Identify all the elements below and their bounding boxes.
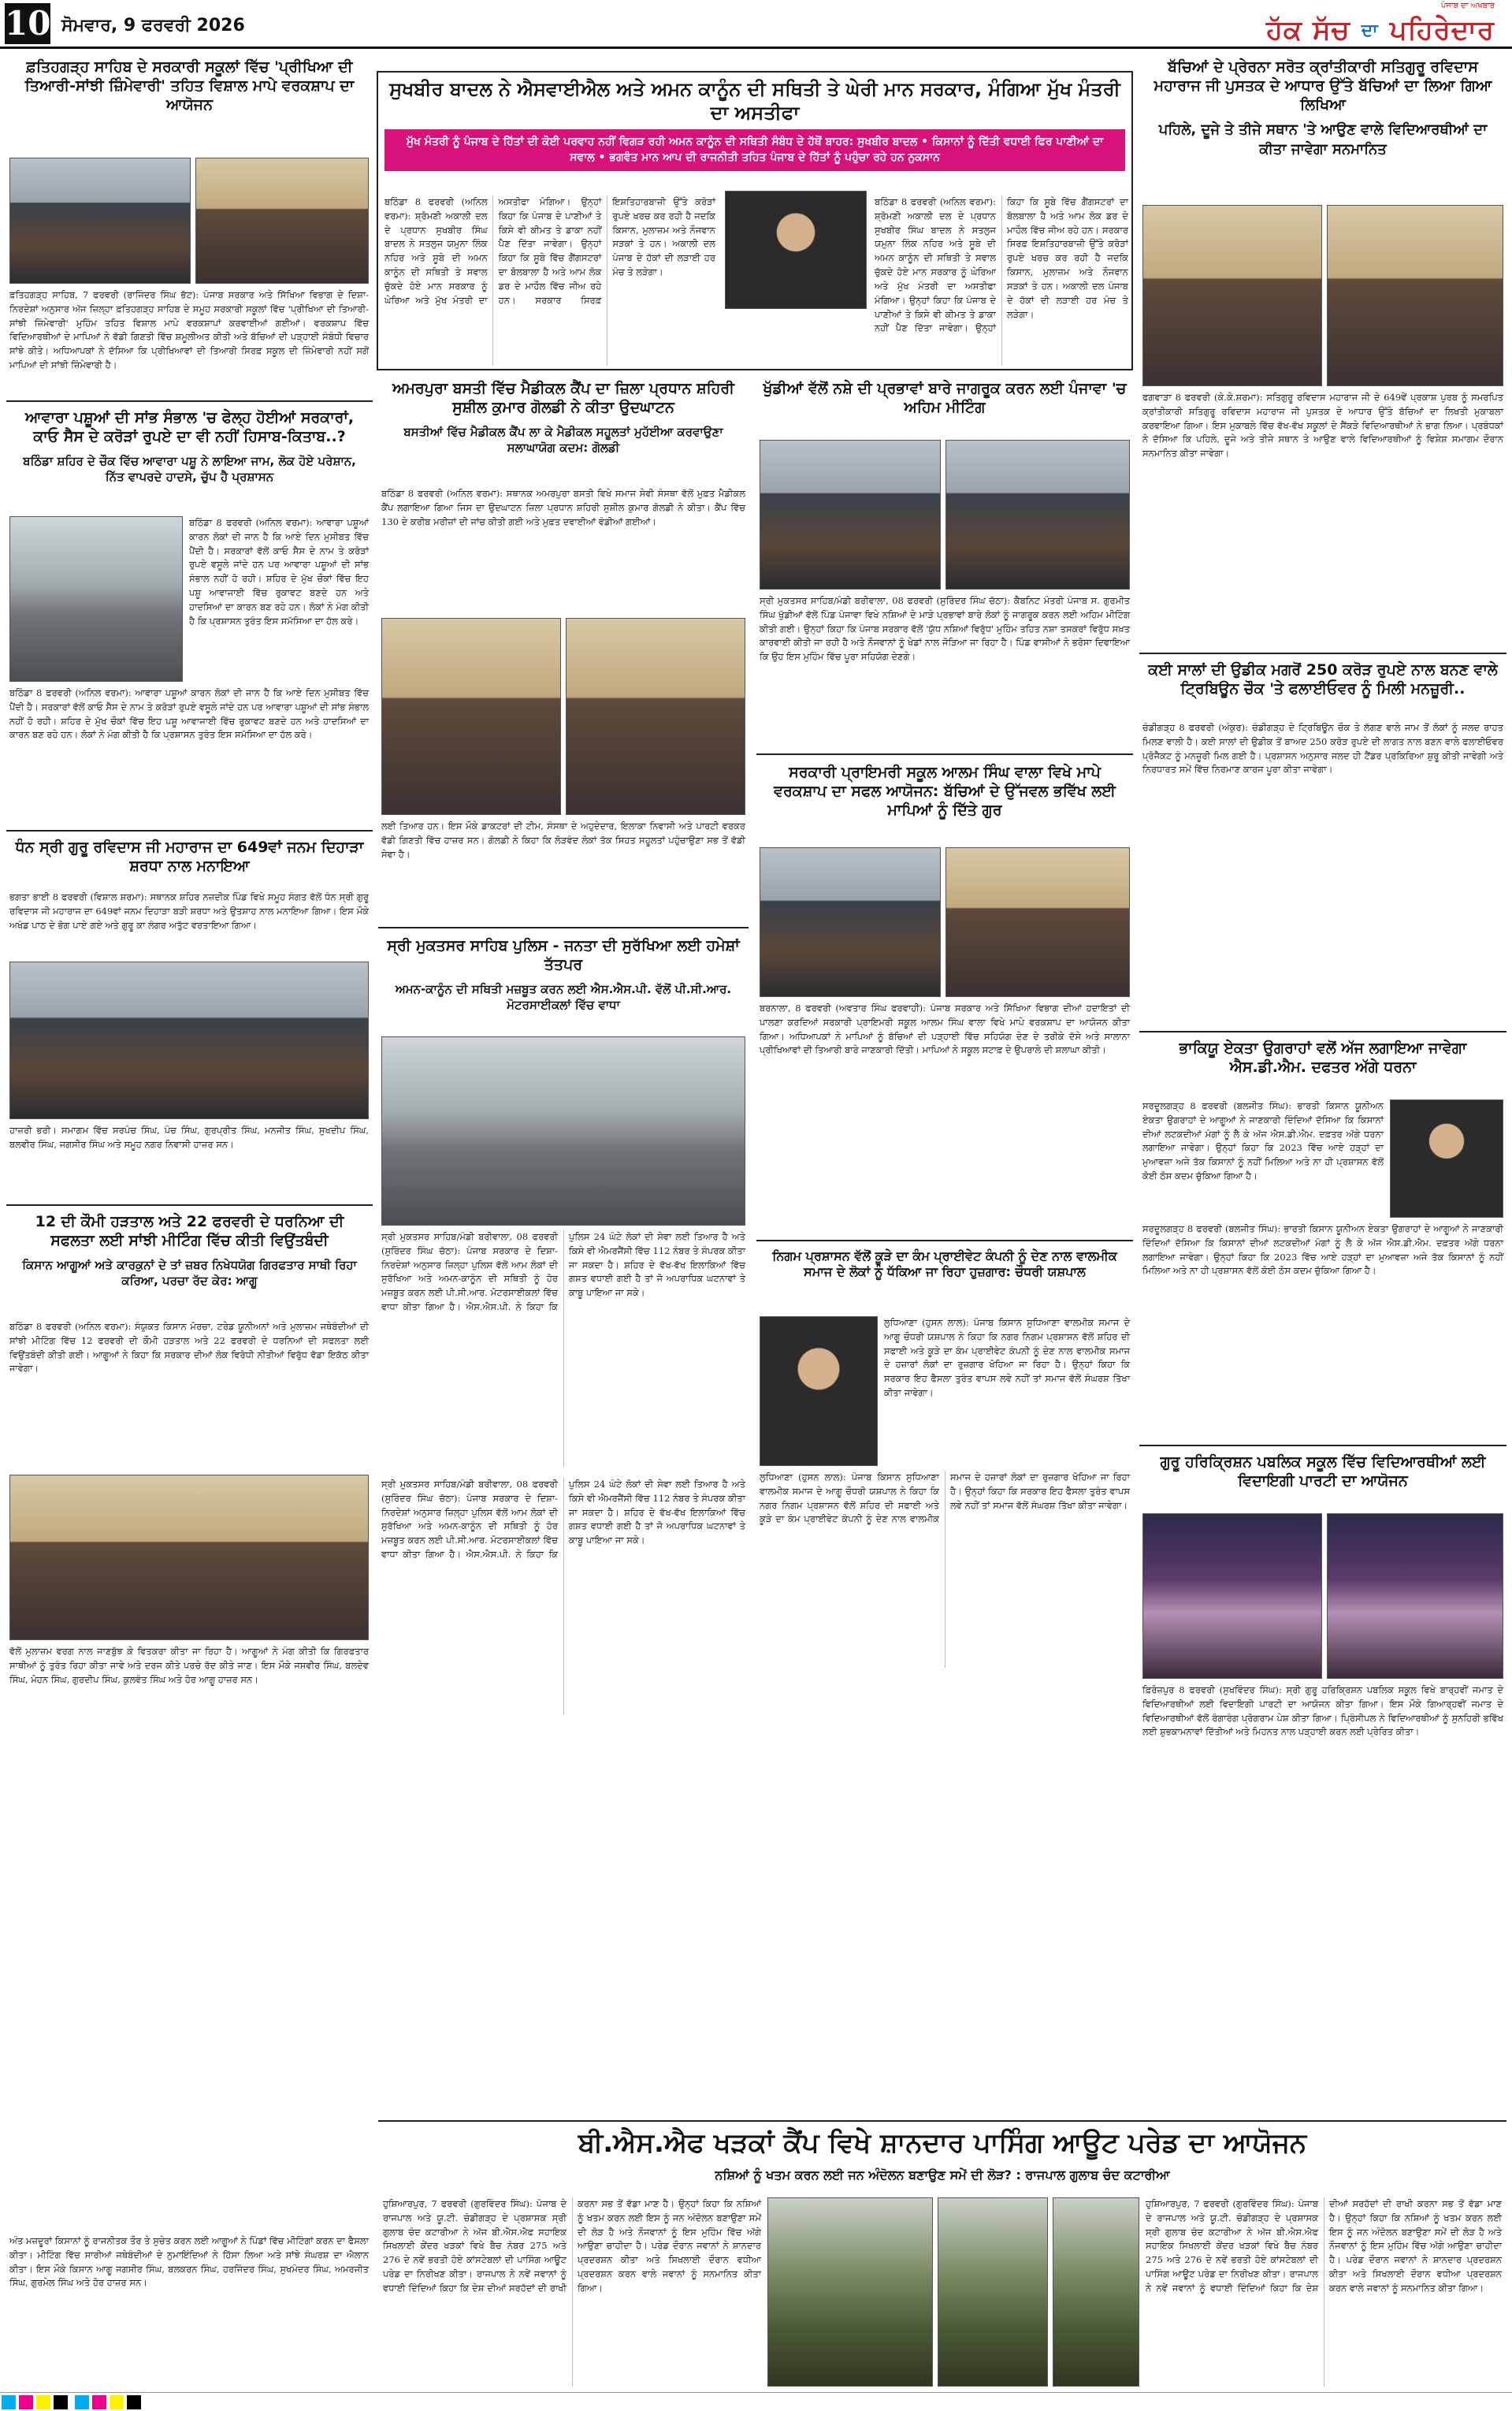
story-body: ਬਠਿੰਡਾ 8 ਫਰਵਰੀ (ਅਨਿਲ ਵਰਮਾ): ਸ਼੍ਰੋਮਣੀ ਅਕਾਲੀ ਦਲ ਦੇ ਪ੍ਰਧਾਨ ਸੁਖਬੀਰ ਸਿੰਘ ਬਾਦਲ ਨੇ ਸਤਲੁਜ ਯਮੁਨਾ ਲਿੰਕ ਨਹਿਰ ਅਤੇ ਸੂਬੇ ਦੀ ਅਮਨ ਕਾਨੂੰਨ ਦੀ ਸਥਿਤੀ ਤੇ ਸਵਾਲ ਚੁੱਕਦੇ ਹੋਏ ਮਾਨ ਸਰਕਾਰ ਨੂੰ ਘੇਰਿਆ ਅਤੇ ਮੁੱਖ ਮੰਤਰੀ ਦਾ ਅਸਤੀਫਾ ਮੰਗਿਆ। ਉਨ੍ਹਾਂ ਕਿਹਾ ਕਿ ਪੰਜਾਬ ਦੇ ਪਾਣੀਆਂ ਤੇ ਕਿਸੇ ਵੀ ਕੀਮਤ ਤੇ ਡਾਕਾ ਨਹੀਂ ਪੈਣ ਦਿੱਤਾ ਜਾਵੇਗਾ। ਉਨ੍ਹਾਂ ਕਿਹਾ ਕਿ ਸੂਬੇ ਵਿੱਚ ਗੈਂਗਸਟਰਾਂ ਦਾ ਬੋਲਬਾਲਾ ਹੈ ਅਤੇ ਆਮ ਲੋਕ ਡਰ ਦੇ ਮਾਹੌਲ ਵਿੱਚ ਜੀਅ ਰਹੇ ਹਨ। ਸਰਕਾਰ ਸਿਰਫ਼ ਇਸ਼ਤਿਹਾਰਬਾਜ਼ੀ ਉੱਤੇ ਕਰੋੜਾਂ ਰੁਪਏ ਖਰਚ ਕਰ ਰਹੀ ਹੈ ਜਦਕਿ ਕਿਸਾਨ, ਮੁਲਾਜ਼ਮ ਅਤੇ ਨੌਜਵਾਨ ਸੜਕਾਂ ਤੇ ਹਨ। ਅਕਾਲੀ ਦਲ ਪੰਜਾਬ ਦੇ ਹੱਕਾਂ ਦੀ ਲੜਾਈ ਹਰ ਮੰਚ ਤੇ ਲੜੇਗਾ। [385, 196, 715, 306]
headline: ਬੱਚਿਆਂ ਦੇ ਪ੍ਰੇਰਨਾ ਸਰੋਤ ਕ੍ਰਾਂਤੀਕਾਰੀ ਸਤਿਗੁਰੂ ਰਵਿਦਾਸ ਮਹਾਰਾਜ ਜੀ ਪੁਸਤਕ ਦੇ ਆਧਾਰ ਉੱਤੇ ਬੱਚਿਆਂ ਦਾ ਲਿਆ ਗਿਆ ਲਿਖਿਆ [1154, 58, 1492, 113]
story-body-continued: ਲਈ ਤਿਆਰ ਹਨ। ਇਸ ਮੌਕੇ ਡਾਕਟਰਾਂ ਦੀ ਟੀਮ, ਸੰਸਥਾ ਦੇ ਅਹੁਦੇਦਾਰ, ਇਲਾਕਾ ਨਿਵਾਸੀ ਅਤੇ ਪਾਰਟੀ ਵਰਕਰ ਵੱਡੀ ਗਿਣਤੀ ਵਿੱਚ ਹਾਜ਼ਰ ਸਨ। ਗੋਲਡੀ ਨੇ ਕਿਹਾ ਕਿ ਲੋੜਵੰਦ ਲੋਕਾਂ ਤੱਕ ਸਿਹਤ ਸਹੂਲਤਾਂ ਪਹੁੰਚਾਉਣਾ ਸਭ ਤੋਂ ਵੱਡੀ ਸੇਵਾ ਹੈ। [381, 820, 745, 860]
headline: ਖੁੱਡੀਆਂ ਵੱਲੋਂ ਨਸ਼ੇ ਦੀ ਪ੍ਰਭਾਵਾਂ ਬਾਰੇ ਜਾਗਰੂਕ ਕਰਨ ਲਈ ਪੰਜਾਵਾ 'ਚ ਅਹਿਮ ਮੀਟਿੰਗ [763, 380, 1127, 416]
subheadline: ਨਸ਼ਿਆਂ ਨੂੰ ਖਤਮ ਕਰਨ ਲਈ ਜਨ ਅੰਦੋਲਨ ਬਣਾਉਣ ਸਮੇਂ ਦੀ ਲੋੜ? : ਰਾਜਪਾਲ ਗੁਲਾਬ ਚੰਦ ਕਟਾਰੀਆ [715, 2167, 1170, 2182]
story-body-continued: ਲੁਧਿਆਣਾ (ਹੁਸਨ ਲਾਲ): ਪੰਜਾਬ ਕਿਸਾਨ ਸੁਧਿਆਣਾ ਵਾਲਮੀਕ ਸਮਾਜ ਦੇ ਆਗੂ ਚੌਧਰੀ ਯਸ਼ਪਾਲ ਨੇ ਕਿਹਾ ਕਿ ਨਗਰ ਨਿਗਮ ਪ੍ਰਸ਼ਾਸਨ ਵੱਲੋਂ ਸ਼ਹਿਰ ਦੀ ਸਫਾਈ ਅਤੇ ਕੂੜੇ ਦਾ ਕੰਮ ਪ੍ਰਾਈਵੇਟ ਕੰਪਨੀ ਨੂੰ ਦੇਣ ਨਾਲ ਵਾਲਮੀਕ ਸਮਾਜ ਦੇ ਹਜ਼ਾਰਾਂ ਲੋਕਾਂ ਦਾ ਰੁਜ਼ਗਾਰ ਖੋਹਿਆ ਜਾ ਰਿਹਾ ਹੈ। ਉਨ੍ਹਾਂ ਕਿਹਾ ਕਿ ਸਰਕਾਰ ਇਹ ਫੈਸਲਾ ਤੁਰੰਤ ਵਾਪਸ ਲਵੇ ਨਹੀਂ ਤਾਂ ਸਮਾਜ ਵੱਲੋਂ ਸੰਘਰਸ਼ ਤਿੱਖਾ ਕੀਤਾ ਜਾਵੇਗਾ। [760, 1472, 1130, 1525]
photo-ravidas-gathering [9, 962, 369, 1119]
photo-bsf-march [1053, 2197, 1139, 2387]
headline: ਆਵਾਰਾ ਪਸ਼ੂਆਂ ਦੀ ਸਾਂਭ ਸੰਭਾਲ 'ਚ ਫੇਲ੍ਹ ਹੋਈਆਂ ਸਰਕਾਰਾਂ, ਕਾਓ ਸੈਸ ਦੇ ਕਰੋੜਾਂ ਰੁਪਏ ਦਾ ਵੀ ਨਹੀਂ ਹਿਸਾਬ-ਕਿਤਾਬ..? [24, 409, 355, 445]
headline: ਭਾਕਿਯੂ ਏਕਤਾ ਉਗਰਾਹਾਂ ਵਲੋਂ ਅੱਜ ਲਗਾਇਆ ਜਾਵੇਗਾ ਐਸ.ਡੀ.ਐਮ. ਦਫਤਰ ਅੱਗੇ ਧਰਨਾ [1179, 1040, 1467, 1076]
photo-medical-camp-1 [381, 618, 561, 815]
photo-school-workshop-2 [945, 847, 1130, 997]
story-body: ਭਗਤਾ ਭਾਈ 8 ਫਰਵਰੀ (ਵਿਸ਼ਾਲ ਸ਼ਰਮਾ): ਸਥਾਨਕ ਸ਼ਹਿਰ ਨਜ਼ਦੀਕ ਪਿੰਡ ਵਿਖੇ ਸਮੂਹ ਸੰਗਤ ਵੱਲੋਂ ਧੰਨ ਸ੍ਰੀ ਗੁਰੂ ਰਵਿਦਾਸ ਜੀ ਮਹਾਰਾਜ ਦਾ 649ਵਾਂ ਜਨਮ ਦਿਹਾੜਾ ਬੜੀ ਸ਼ਰਧਾ ਅਤੇ ਉਤਸ਼ਾਹ ਨਾਲ ਮਨਾਇਆ ਗਿਆ। ਇਸ ਮੌਕੇ ਅਖੰਡ ਪਾਠ ਦੇ ਭੋਗ ਪਾਏ ਗਏ ਅਤੇ ਗੁਰੂ ਕਾ ਲੰਗਰ ਅਤੁੱਟ ਵਰਤਾਇਆ ਗਿਆ। [9, 891, 369, 931]
story-body-continued: ਬਠਿੰਡਾ 8 ਫਰਵਰੀ (ਅਨਿਲ ਵਰਮਾ): ਆਵਾਰਾ ਪਸ਼ੂਆਂ ਕਾਰਨ ਲੋਕਾਂ ਦੀ ਜਾਨ ਹੈ ਕਿ ਆਏ ਦਿਨ ਮੁਸੀਬਤ ਵਿੱਚ ਪੈਂਦੀ ਹੈ। ਸਰਕਾਰਾਂ ਵੱਲੋਂ ਕਾਓ ਸੈਸ ਦੇ ਨਾਮ ਤੇ ਕਰੋੜਾਂ ਰੁਪਏ ਵਸੂਲੇ ਜਾਂਦੇ ਹਨ ਪਰ ਆਵਾਰਾ ਪਸ਼ੂਆਂ ਦੀ ਸਾਂਭ ਸੰਭਾਲ ਨਹੀਂ ਹੋ ਰਹੀ। ਸ਼ਹਿਰ ਦੇ ਮੁੱਖ ਚੌਕਾਂ ਵਿੱਚ ਇਹ ਪਸ਼ੂ ਆਵਾਜਾਈ ਵਿੱਚ ਰੁਕਾਵਟ ਬਣਦੇ ਹਨ ਅਤੇ ਹਾਦਸਿਆਂ ਦਾ ਕਾਰਨ ਬਣ ਰਹੇ ਹਨ। ਲੋਕਾਂ ਨੇ ਮੰਗ ਕੀਤੀ ਹੈ ਕਿ ਪ੍ਰਸ਼ਾਸਨ ਤੁਰੰਤ ਇਸ ਸਮੱਸਿਆ ਦਾ ਹੱਲ ਕਰੇ। [9, 687, 369, 741]
highlight-band: ਮੁੱਖ ਮੰਤਰੀ ਨੂੰ ਪੰਜਾਬ ਦੇ ਹਿੱਤਾਂ ਦੀ ਕੋਈ ਪਰਵਾਹ ਨਹੀਂ ਵਿਗੜ ਰਹੀ ਅਮਨ ਕਾਨੂੰਨ ਦੀ ਸਥਿਤੀ ਸੰਬੰਧ ਦੇ ਹੱਥੋਂ ਬਾਹਰ: ਸੁਖਬੀਰ ਬਾਦਲ • ਕਿਸਾਨਾਂ ਨੂੰ ਦਿੱਤੀ ਵਧਾਈ ਫਿਰ ਪਾਣੀਆਂ ਦਾ ਸਵਾਲ • ਭਗਵੰਤ ਮਾਨ ਆਪ ਦੀ ਰਾਜਨੀਤੀ ਤਹਿਤ ਪੰਜਾਬ ਦੇ ਹਿੱਤਾਂ ਨੂੰ ਪਹੁੰਚਾ ਰਹੇ ਹਨ ਨੁਕਸਾਨ [385, 129, 1125, 171]
story-body: ਫਗਵਾੜਾ 8 ਫਰਵਰੀ (ਕੇ.ਕੇ.ਸ਼ਰਮਾ): ਸਤਿਗੁਰੂ ਰਵਿਦਾਸ ਮਹਾਰਾਜ ਜੀ ਦੇ 649ਵੇਂ ਪ੍ਰਕਾਸ਼ ਪੁਰਬ ਨੂੰ ਸਮਰਪਿਤ ਕ੍ਰਾਂਤੀਕਾਰੀ ਸਤਿਗੁਰੂ ਰਵਿਦਾਸ ਮਹਾਰਾਜ ਜੀ ਪੁਸਤਕ ਦੇ ਆਧਾਰ ਉੱਤੇ ਬੱਚਿਆਂ ਦਾ ਲਿਖਤੀ ਮੁਕਾਬਲਾ ਕਰਵਾਇਆ ਗਿਆ। ਇਸ ਮੁਕਾਬਲੇ ਵਿੱਚ ਵੱਖ-ਵੱਖ ਸਕੂਲਾਂ ਦੇ ਸੈਂਕੜੇ ਵਿਦਿਆਰਥੀਆਂ ਨੇ ਭਾਗ ਲਿਆ। ਪ੍ਰਬੰਧਕਾਂ ਨੇ ਦੱਸਿਆ ਕਿ ਪਹਿਲੇ, ਦੂਜੇ ਅਤੇ ਤੀਜੇ ਸਥਾਨ ਤੇ ਆਉਣ ਵਾਲੇ ਵਿਦਿਆਰਥੀਆਂ ਨੂੰ ਵਿਸ਼ੇਸ਼ ਸਮਾਗਮ ਦੌਰਾਨ ਸਨਮਾਨਿਤ ਕੀਤਾ ਜਾਵੇਗਾ। [1142, 392, 1503, 460]
story-body: ਫ਼ਿਰੋਜ਼ਪੁਰ 8 ਫਰਵਰੀ (ਸੁਖਵਿੰਦਰ ਸਿੰਘ): ਸ੍ਰੀ ਗੁਰੂ ਹਰਿਕ੍ਰਿਸ਼ਨ ਪਬਲਿਕ ਸਕੂਲ ਵਿਖੇ ਬਾਰ੍ਹਵੀਂ ਜਮਾਤ ਦੇ ਵਿਦਿਆਰਥੀਆਂ ਲਈ ਵਿਦਾਇਗੀ ਪਾਰਟੀ ਦਾ ਆਯੋਜਨ ਕੀਤਾ ਗਿਆ। ਇਸ ਮੌਕੇ ਗਿਆਰ੍ਹਵੀਂ ਜਮਾਤ ਦੇ ਵਿਦਿਆਰਥੀਆਂ ਵੱਲੋਂ ਰੰਗਾਰੰਗ ਪ੍ਰੋਗਰਾਮ ਪੇਸ਼ ਕੀਤਾ ਗਿਆ। ਪ੍ਰਿੰਸੀਪਲ ਨੇ ਵਿਦਿਆਰਥੀਆਂ ਨੂੰ ਸੁਨਹਿਰੀ ਭਵਿੱਖ ਲਈ ਸ਼ੁਭਕਾਮਨਾਵਾਂ ਦਿੱਤੀਆਂ ਅਤੇ ਮਿਹਨਤ ਨਾਲ ਪੜ੍ਹਾਈ ਕਰਨ ਲਈ ਪ੍ਰੇਰਿਤ ਕੀਤਾ। [1142, 1684, 1503, 1738]
story-children-education [1139, 55, 1506, 654]
story-body: ਹੁਸ਼ਿਆਰਪੁਰ, 7 ਫਰਵਰੀ (ਗੁਰਵਿੰਦਰ ਸਿੰਘ): ਪੰਜਾਬ ਦੇ ਰਾਜਪਾਲ ਅਤੇ ਯੂ.ਟੀ. ਚੰਡੀਗੜ੍ਹ ਦੇ ਪ੍ਰਸ਼ਾਸਕ ਸ੍ਰੀ ਗੁਲਾਬ ਚੰਦ ਕਟਾਰੀਆ ਨੇ ਅੱਜ ਬੀ.ਐਸ.ਐਫ ਸਹਾਇਕ ਸਿਖਲਾਈ ਕੇਂਦਰ ਖੜਕਾਂ ਵਿਖੇ ਬੈਚ ਨੰਬਰ 275 ਅਤੇ 276 ਦੇ ਨਵੇਂ ਭਰਤੀ ਹੋਏ ਕਾਂਸਟੇਬਲਾਂ ਦੀ ਪਾਸਿੰਗ ਆਊਟ ਪਰੇਡ ਦਾ ਨਿਰੀਖਣ ਕੀਤਾ। ਰਾਜਪਾਲ ਨੇ ਨਵੇਂ ਜਵਾਨਾਂ ਨੂੰ ਵਧਾਈ ਦਿੰਦਿਆਂ ਕਿਹਾ ਕਿ ਦੇਸ਼ ਦੀਆਂ ਸਰਹੱਦਾਂ ਦੀ ਰਾਖੀ ਕਰਨਾ ਸਭ ਤੋਂ ਵੱਡਾ ਮਾਣ ਹੈ। ਉਨ੍ਹਾਂ ਕਿਹਾ ਕਿ ਨਸ਼ਿਆਂ ਨੂੰ ਖਤਮ ਕਰਨ ਲਈ ਇਸ ਨੂੰ ਜਨ ਅੰਦੋਲਨ ਬਣਾਉਣਾ ਸਮੇਂ ਦੀ ਲੋੜ ਹੈ ਅਤੇ ਨੌਜਵਾਨਾਂ ਨੂੰ ਇਸ ਮੁਹਿੰਮ ਵਿੱਚ ਅੱਗੇ ਆਉਣਾ ਚਾਹੀਦਾ ਹੈ। ਪਰੇਡ ਦੌਰਾਨ ਜਵਾਨਾਂ ਨੇ ਸ਼ਾਨਦਾਰ ਪ੍ਰਦਰਸ਼ਨ ਕੀਤਾ ਅਤੇ ਸਿਖਲਾਈ ਦੌਰਾਨ ਵਧੀਆ ਪ੍ਰਦਰਸ਼ਨ ਕਰਨ ਵਾਲੇ ਜਵਾਨਾਂ ਨੂੰ ਸਨਮਾਨਿਤ ਕੀਤਾ ਗਿਆ। [383, 2198, 761, 2294]
page-number: 10 [5, 4, 51, 43]
photo-children-exam-1 [1142, 205, 1322, 386]
brand-name-start: ਹੱਕ ਸੱਚ [1266, 14, 1350, 47]
story-bku-ugrahan [1139, 1036, 1506, 1446]
story-body: ਬਠਿੰਡਾ 8 ਫਰਵਰੀ (ਅਨਿਲ ਵਰਮਾ): ਸੰਯੁਕਤ ਕਿਸਾਨ ਮੋਰਚਾ, ਟਰੇਡ ਯੂਨੀਅਨਾਂ ਅਤੇ ਮੁਲਾਜ਼ਮ ਜਥੇਬੰਦੀਆਂ ਦੀ ਸਾਂਝੀ ਮੀਟਿੰਗ ਵਿੱਚ 12 ਫਰਵਰੀ ਦੀ ਕੌਮੀ ਹੜਤਾਲ ਅਤੇ 22 ਫਰਵਰੀ ਦੇ ਧਰਨਿਆਂ ਦੀ ਸਫਲਤਾ ਲਈ ਵਿਉਂਤਬੰਦੀ ਕੀਤੀ ਗਈ। ਆਗੂਆਂ ਨੇ ਕਿਹਾ ਕਿ ਸਰਕਾਰ ਦੀਆਂ ਲੋਕ ਵਿਰੋਧੀ ਨੀਤੀਆਂ ਵਿਰੁੱਧ ਵੱਡਾ ਇਕੱਠ ਕੀਤਾ ਜਾਵੇਗਾ। [9, 1321, 369, 1375]
story-muktsar-police [378, 934, 749, 2116]
story-guru-harkrishan [1139, 1450, 1506, 2116]
story-body: ਬਰਨਾਲਾ, 8 ਫਰਵਰੀ (ਅਵਤਾਰ ਸਿੰਘ ਫਰਵਾਹੀ): ਪੰਜਾਬ ਸਰਕਾਰ ਅਤੇ ਸਿੱਖਿਆ ਵਿਭਾਗ ਦੀਆਂ ਹਦਾਇਤਾਂ ਦੀ ਪਾਲਣਾ ਕਰਦਿਆਂ ਸਰਕਾਰੀ ਪ੍ਰਾਇਮਰੀ ਸਕੂਲ ਆਲਮ ਸਿੰਘ ਵਾਲਾ ਵਿਖੇ ਮਾਪੇ ਵਰਕਸ਼ਾਪ ਦਾ ਆਯੋਜਨ ਕੀਤਾ ਗਿਆ। ਅਧਿਆਪਕਾਂ ਨੇ ਮਾਪਿਆਂ ਨੂੰ ਬੱਚਿਆਂ ਦੀ ਪੜ੍ਹਾਈ ਵਿੱਚ ਸਹਿਯੋਗ ਦੇਣ ਦੇ ਤਰੀਕੇ ਦੱਸੇ ਅਤੇ ਸਾਲਾਨਾ ਪ੍ਰੀਖਿਆਵਾਂ ਦੀ ਤਿਆਰੀ ਬਾਰੇ ਜਾਣਕਾਰੀ ਦਿੱਤੀ। ਮਾਪਿਆਂ ਨੇ ਸਕੂਲ ਸਟਾਫ਼ ਦੇ ਉਪਰਾਲੇ ਦੀ ਸ਼ਲਾਘਾ ਕੀਤੀ। [760, 1003, 1130, 1056]
photo-children-exam-2 [1327, 205, 1503, 386]
headline: ਅਮਰਪੁਰਾ ਬਸਤੀ ਵਿੱਚ ਮੈਡੀਕਲ ਕੈਂਪ ਦਾ ਜ਼ਿਲਾ ਪ੍ਰਧਾਨ ਸ਼ਹਿਰੀ ਸੁਸ਼ੀਲ ਕੁਮਾਰ ਗੋਲਡੀ ਨੇ ਕੀਤਾ ਉਦਘਾਟਨ [392, 380, 734, 416]
story-body: ਬਠਿੰਡਾ 8 ਫਰਵਰੀ (ਅਨਿਲ ਵਰਮਾ): ਸਥਾਨਕ ਅਮਰਪੁਰਾ ਬਸਤੀ ਵਿਖੇ ਸਮਾਜ ਸੇਵੀ ਸੰਸਥਾ ਵੱਲੋਂ ਮੁਫ਼ਤ ਮੈਡੀਕਲ ਕੈਂਪ ਲਗਾਇਆ ਗਿਆ ਜਿਸ ਦਾ ਉਦਘਾਟਨ ਜ਼ਿਲਾ ਪ੍ਰਧਾਨ ਸ਼ਹਿਰੀ ਸੁਸ਼ੀਲ ਕੁਮਾਰ ਗੋਲਡੀ ਨੇ ਕੀਤਾ। ਕੈਂਪ ਵਿੱਚ 130 ਦੇ ਕਰੀਬ ਮਰੀਜ਼ਾਂ ਦੀ ਜਾਂਚ ਕੀਤੀ ਗਈ ਅਤੇ ਮੁਫ਼ਤ ਦਵਾਈਆਂ ਵੰਡੀਆਂ ਗਈਆਂ। [381, 488, 745, 527]
photo-bsf-governor [767, 2197, 933, 2387]
photo-sukhbir-badal [725, 191, 867, 309]
masthead [0, 0, 1512, 49]
issue-date: ਸੋਮਵਾਰ, 9 ਫਰਵਰੀ 2026 [61, 16, 245, 35]
photo-bsf-officer [938, 2197, 1048, 2387]
headline: ਸਰਕਾਰੀ ਪ੍ਰਾਇਮਰੀ ਸਕੂਲ ਆਲਮ ਸਿੰਘ ਵਾਲਾ ਵਿਖੇ ਮਾਪੇ ਵਰਕਸ਼ਾਪ ਦਾ ਸਫਲ ਆਯੋਜਨ: ਬੱਚਿਆਂ ਦੇ ਉੱਜਵਲ ਭਵਿੱਖ ਲਈ ਮਾਪਿਆਂ ਨੂੰ ਦਿੱਤੇ ਗੁਰ [774, 764, 1116, 819]
photo-stray-cow [9, 516, 183, 682]
photo-drugs-meeting-2 [945, 440, 1130, 590]
story-body-continued: ਬਠਿੰਡਾ 8 ਫਰਵਰੀ (ਅਨਿਲ ਵਰਮਾ): ਸ਼੍ਰੋਮਣੀ ਅਕਾਲੀ ਦਲ ਦੇ ਪ੍ਰਧਾਨ ਸੁਖਬੀਰ ਸਿੰਘ ਬਾਦਲ ਨੇ ਸਤਲੁਜ ਯਮੁਨਾ ਲਿੰਕ ਨਹਿਰ ਅਤੇ ਸੂਬੇ ਦੀ ਅਮਨ ਕਾਨੂੰਨ ਦੀ ਸਥਿਤੀ ਤੇ ਸਵਾਲ ਚੁੱਕਦੇ ਹੋਏ ਮਾਨ ਸਰਕਾਰ ਨੂੰ ਘੇਰਿਆ ਅਤੇ ਮੁੱਖ ਮੰਤਰੀ ਦਾ ਅਸਤੀਫਾ ਮੰਗਿਆ। ਉਨ੍ਹਾਂ ਕਿਹਾ ਕਿ ਪੰਜਾਬ ਦੇ ਪਾਣੀਆਂ ਤੇ ਕਿਸੇ ਵੀ ਕੀਮਤ ਤੇ ਡਾਕਾ ਨਹੀਂ ਪੈਣ ਦਿੱਤਾ ਜਾਵੇਗਾ। ਉਨ੍ਹਾਂ ਕਿਹਾ ਕਿ ਸੂਬੇ ਵਿੱਚ ਗੈਂਗਸਟਰਾਂ ਦਾ ਬੋਲਬਾਲਾ ਹੈ ਅਤੇ ਆਮ ਲੋਕ ਡਰ ਦੇ ਮਾਹੌਲ ਵਿੱਚ ਜੀਅ ਰਹੇ ਹਨ। ਸਰਕਾਰ ਸਿਰਫ਼ ਇਸ਼ਤਿਹਾਰਬਾਜ਼ੀ ਉੱਤੇ ਕਰੋੜਾਂ ਰੁਪਏ ਖਰਚ ਕਰ ਰਹੀ ਹੈ ਜਦਕਿ ਕਿਸਾਨ, ਮੁਲਾਜ਼ਮ ਅਤੇ ਨੌਜਵਾਨ ਸੜਕਾਂ ਤੇ ਹਨ। ਅਕਾਲੀ ਦਲ ਪੰਜਾਬ ਦੇ ਹੱਕਾਂ ਦੀ ਲੜਾਈ ਹਰ ਮੰਚ ਤੇ ਲੜੇਗਾ। [875, 196, 1128, 334]
print-color-strip [0, 2392, 1512, 2411]
subheadline: ਅਮਨ-ਕਾਨੂੰਨ ਦੀ ਸਥਿਤੀ ਮਜ਼ਬੂਤ ਕਰਨ ਲਈ ਐਸ.ਐਸ.ਪੀ. ਵੱਲੋਂ ਪੀ.ਸੀ.ਆਰ. ਮੋਟਰਸਾਈਕਲਾਂ ਵਿੱਚ ਵਾਧਾ [395, 981, 732, 1012]
story-body: ਸ੍ਰੀ ਮੁਕਤਸਰ ਸਾਹਿਬ/ਮੰਡੀ ਬਰੀਵਾਲਾ, 08 ਫਰਵਰੀ (ਸੁਰਿੰਦਰ ਸਿੰਘ ਚੱਠਾ): ਕੈਬਨਿਟ ਮੰਤਰੀ ਪੰਜਾਬ ਸ. ਗੁਰਮੀਤ ਸਿੰਘ ਖੁੱਡੀਆਂ ਵੱਲੋਂ ਪਿੰਡ ਪੰਜਾਵਾ ਵਿਖੇ ਨਸ਼ਿਆਂ ਦੇ ਮਾੜੇ ਪ੍ਰਭਾਵਾਂ ਬਾਰੇ ਲੋਕਾਂ ਨੂੰ ਜਾਗਰੂਕ ਕਰਨ ਲਈ ਅਹਿਮ ਮੀਟਿੰਗ ਕੀਤੀ ਗਈ। ਉਨ੍ਹਾਂ ਕਿਹਾ ਕਿ ਪੰਜਾਬ ਸਰਕਾਰ ਵੱਲੋਂ 'ਯੁੱਧ ਨਸ਼ਿਆਂ ਵਿਰੁੱਧ' ਮੁਹਿੰਮ ਤਹਿਤ ਨਸ਼ਾ ਤਸਕਰਾਂ ਵਿਰੁੱਧ ਸਖ਼ਤ ਕਾਰਵਾਈ ਕੀਤੀ ਜਾ ਰਹੀ ਹੈ ਅਤੇ ਨੌਜਵਾਨਾਂ ਨੂੰ ਖੇਡਾਂ ਨਾਲ ਜੋੜਿਆ ਜਾ ਰਿਹਾ ਹੈ। ਪਿੰਡ ਵਾਸੀਆਂ ਨੇ ਭਰੋਸਾ ਦਿਵਾਇਆ ਕਿ ਉਹ ਇਸ ਮੁਹਿੰਮ ਵਿੱਚ ਪੂਰਾ ਸਹਿਯੋਗ ਦੇਣਗੇ। [760, 595, 1130, 663]
story-body: ਸ੍ਰੀ ਮੁਕਤਸਰ ਸਾਹਿਬ/ਮੰਡੀ ਬਰੀਵਾਲਾ, 08 ਫਰਵਰੀ (ਸੁਰਿੰਦਰ ਸਿੰਘ ਚੱਠਾ): ਪੰਜਾਬ ਸਰਕਾਰ ਦੇ ਦਿਸ਼ਾ-ਨਿਰਦੇਸ਼ਾਂ ਅਨੁਸਾਰ ਜ਼ਿਲ੍ਹਾ ਪੁਲਿਸ ਵੱਲੋਂ ਆਮ ਲੋਕਾਂ ਦੀ ਸੁਰੱਖਿਆ ਅਤੇ ਅਮਨ-ਕਾਨੂੰਨ ਦੀ ਸਥਿਤੀ ਨੂੰ ਹੋਰ ਮਜ਼ਬੂਤ ਕਰਨ ਲਈ ਪੀ.ਸੀ.ਆਰ. ਮੋਟਰਸਾਈਕਲਾਂ ਵਿੱਚ ਵਾਧਾ ਕੀਤਾ ਗਿਆ ਹੈ। ਐਸ.ਐਸ.ਪੀ. ਨੇ ਕਿਹਾ ਕਿ ਪੁਲਿਸ 24 ਘੰਟੇ ਲੋਕਾਂ ਦੀ ਸੇਵਾ ਲਈ ਤਿਆਰ ਹੈ ਅਤੇ ਕਿਸੇ ਵੀ ਐਮਰਜੈਂਸੀ ਵਿੱਚ 112 ਨੰਬਰ ਤੇ ਸੰਪਰਕ ਕੀਤਾ ਜਾ ਸਕਦਾ ਹੈ। ਸ਼ਹਿਰ ਦੇ ਵੱਖ-ਵੱਖ ਇਲਾਕਿਆਂ ਵਿੱਚ ਗਸ਼ਤ ਵਧਾਈ ਗਈ ਹੈ ਤਾਂ ਜੋ ਅਪਰਾਧਿਕ ਘਟਨਾਵਾਂ ਤੇ ਕਾਬੂ ਪਾਇਆ ਜਾ ਸਕੇ। [381, 1231, 745, 1313]
story-medical-camp [378, 377, 749, 928]
story-school-workshop [756, 761, 1133, 1241]
headline: ਧੰਨ ਸ੍ਰੀ ਗੁਰੂ ਰਵਿਦਾਸ ਜੀ ਮਹਾਰਾਜ ਦਾ 649ਵਾਂ ਜਨਮ ਦਿਹਾੜਾ ਸ਼ਰਧਾ ਨਾਲ ਮਨਾਇਆ [15, 839, 364, 875]
photo-workshop-parents [195, 158, 369, 284]
headline: ਨਿਗਮ ਪ੍ਰਸ਼ਾਸਨ ਵੱਲੋਂ ਕੂੜੇ ਦਾ ਕੰਮ ਪ੍ਰਾਈਵੇਟ ਕੰਪਨੀ ਨੂੰ ਦੇਣ ਨਾਲ ਵਾਲਮੀਕ ਸਮਾਜ ਦੇ ਲੋਕਾਂ ਨੂੰ ਧੱਕਿਆ ਜਾ ਰਿਹਾ ਹੁਜ਼ਗਾਰ: ਚੌਧਰੀ ਯਸ਼ਪਾਲ [772, 1248, 1117, 1279]
story-body-continued: ਵੱਲੋਂ ਮੁਲਾਜ਼ਮ ਵਰਗ ਨਾਲ ਜਾਣਬੁੱਝ ਕੇ ਵਿਤਕਰਾ ਕੀਤਾ ਜਾ ਰਿਹਾ ਹੈ। ਆਗੂਆਂ ਨੇ ਮੰਗ ਕੀਤੀ ਕਿ ਗਿਰਫਤਾਰ ਸਾਥੀਆਂ ਨੂੰ ਤੁਰੰਤ ਰਿਹਾ ਕੀਤਾ ਜਾਵੇ ਅਤੇ ਦਰਜ ਕੀਤੇ ਪਰਚੇ ਰੱਦ ਕੀਤੇ ਜਾਣ। ਇਸ ਮੌਕੇ ਜਸਵੀਰ ਸਿੰਘ, ਬਲਦੇਵ ਸਿੰਘ, ਮੋਹਨ ਸਿੰਘ, ਗੁਰਦੀਪ ਸਿੰਘ, ਕੁਲਵੰਤ ਸਿੰਘ ਅਤੇ ਹੋਰ ਆਗੂ ਹਾਜ਼ਰ ਸਨ। [9, 1646, 369, 1685]
story-body: ਚੰਡੀਗੜ੍ਹ 8 ਫਰਵਰੀ (ਅੰਕੁਰ): ਚੰਡੀਗੜ੍ਹ ਦੇ ਟ੍ਰਿਬਿਊਨ ਚੌਕ ਤੇ ਲੱਗਣ ਵਾਲੇ ਜਾਮ ਤੋਂ ਲੋਕਾਂ ਨੂੰ ਜਲਦ ਰਾਹਤ ਮਿਲਣ ਵਾਲੀ ਹੈ। ਕਈ ਸਾਲਾਂ ਦੀ ਉਡੀਕ ਤੋਂ ਬਾਅਦ 250 ਕਰੋੜ ਰੁਪਏ ਦੀ ਲਾਗਤ ਨਾਲ ਬਣਨ ਵਾਲੇ ਫਲਾਈਓਵਰ ਪ੍ਰੋਜੈਕਟ ਨੂੰ ਮਨਜ਼ੂਰੀ ਮਿਲ ਗਈ ਹੈ। ਪ੍ਰਸ਼ਾਸਨ ਅਨੁਸਾਰ ਜਲਦ ਹੀ ਟੈਂਡਰ ਪ੍ਰਕਿਰਿਆ ਸ਼ੁਰੂ ਕੀਤੀ ਜਾਵੇਗੀ ਅਤੇ ਨਿਰਧਾਰਤ ਸਮੇਂ ਵਿੱਚ ਨਿਰਮਾਣ ਕਾਰਜ ਪੂਰਾ ਕੀਤਾ ਜਾਵੇਗਾ। [1142, 722, 1503, 776]
headline: ਗੁਰੂ ਹਰਿਕ੍ਰਿਸ਼ਨ ਪਬਲਿਕ ਸਕੂਲ ਵਿੱਚ ਵਿਦਿਆਰਥੀਆਂ ਲਈ ਵਿਦਾਇਗੀ ਪਾਰਟੀ ਦਾ ਆਯੋਜਨ [1160, 1453, 1486, 1490]
story-names: ਹਾਜ਼ਰੀ ਭਰੀ। ਸਮਾਗਮ ਵਿੱਚ ਸਰਪੰਚ ਸਿੰਘ, ਪੰਚ ਸਿੰਘ, ਗੁਰਪ੍ਰੀਤ ਸਿੰਘ, ਮਨਜੀਤ ਸਿੰਘ, ਸੁਖਦੀਪ ਸਿੰਘ, ਬਲਵੀਰ ਸਿੰਘ, ਜਗਸੀਰ ਸਿੰਘ ਅਤੇ ਸਮੂਹ ਨਗਰ ਨਿਵਾਸੀ ਹਾਜ਼ਰ ਸਨ। [9, 1125, 369, 1150]
subheadline: ਬਠਿੰਡਾ ਸ਼ਹਿਰ ਦੇ ਚੌਕ ਵਿੱਚ ਆਵਾਰਾ ਪਸ਼ੂ ਨੇ ਲਾਇਆ ਜਾਮ, ਲੋਕ ਹੋਏ ਪਰੇਸ਼ਾਨ, ਨਿੱਤ ਵਾਪਰਦੇ ਹਾਦਸੇ, ਚੁੱਪ ਹੈ ਪ੍ਰਸ਼ਾਸਨ [23, 453, 356, 484]
headline: 12 ਦੀ ਕੌਮੀ ਹੜਤਾਲ ਅਤੇ 22 ਫਰਵਰੀ ਦੇ ਧਰਨਿਆ ਦੀ ਸਫਲਤਾ ਲਈ ਸਾਂਝੀ ਮੀਟਿੰਗ ਵਿੱਚ ਕੀਤੀ ਵਿਉਂਤਬੰਦੀ [35, 1213, 344, 1249]
subheadline: ਬਸਤੀਆਂ ਵਿੱਚ ਮੈਡੀਕਲ ਕੈਂਪ ਲਾ ਕੇ ਮੈਡੀਕਲ ਸਹੂਲਤਾਂ ਮੁਹੱਈਆ ਕਰਵਾਉਣਾ ਸਲਾਘਾਯੋਗ ਕਦਮ: ਗੋਲਡੀ [403, 424, 723, 455]
story-body: ਬਠਿੰਡਾ 8 ਫਰਵਰੀ (ਅਨਿਲ ਵਰਮਾ): ਆਵਾਰਾ ਪਸ਼ੂਆਂ ਕਾਰਨ ਲੋਕਾਂ ਦੀ ਜਾਨ ਹੈ ਕਿ ਆਏ ਦਿਨ ਮੁਸੀਬਤ ਵਿੱਚ ਪੈਂਦੀ ਹੈ। ਸਰਕਾਰਾਂ ਵੱਲੋਂ ਕਾਓ ਸੈਸ ਦੇ ਨਾਮ ਤੇ ਕਰੋੜਾਂ ਰੁਪਏ ਵਸੂਲੇ ਜਾਂਦੇ ਹਨ ਪਰ ਆਵਾਰਾ ਪਸ਼ੂਆਂ ਦੀ ਸਾਂਭ ਸੰਭਾਲ ਨਹੀਂ ਹੋ ਰਹੀ। ਸ਼ਹਿਰ ਦੇ ਮੁੱਖ ਚੌਕਾਂ ਵਿੱਚ ਇਹ ਪਸ਼ੂ ਆਵਾਜਾਈ ਵਿੱਚ ਰੁਕਾਵਟ ਬਣਦੇ ਹਨ ਅਤੇ ਹਾਦਸਿਆਂ ਦਾ ਕਾਰਨ ਬਣ ਰਹੇ ਹਨ। ਲੋਕਾਂ ਨੇ ਮੰਗ ਕੀਤੀ ਹੈ ਕਿ ਪ੍ਰਸ਼ਾਸਨ ਤੁਰੰਤ ਇਸ ਸਮੱਸਿਆ ਦਾ ਹੱਲ ਕਰੇ। [189, 517, 369, 627]
photo-chaudhry-yashpal [760, 1316, 878, 1466]
story-body-extra: ਅੰਤ ਮਜ਼ਦੂਰਾਂ ਕਿਸਾਨਾਂ ਨੂੰ ਰਾਜਨੀਤਕ ਤੌਰ ਤੇ ਸੁਚੇਤ ਕਰਨ ਲਈ ਆਗੂਆਂ ਨੇ ਪਿੰਡਾਂ ਵਿੱਚ ਮੀਟਿੰਗਾਂ ਕਰਨ ਦਾ ਫੈਸਲਾ ਕੀਤਾ। ਮੀਟਿੰਗ ਵਿੱਚ ਸਾਰੀਆਂ ਜਥੇਬੰਦੀਆਂ ਦੇ ਨੁਮਾਇੰਦਿਆਂ ਨੇ ਹਿੱਸਾ ਲਿਆ ਅਤੇ ਸਾਂਝੇ ਸੰਘਰਸ਼ ਦਾ ਐਲਾਨ ਕੀਤਾ। ਇਸ ਮੌਕੇ ਕਿਸਾਨ ਆਗੂ ਜਗਸੀਰ ਸਿੰਘ, ਬਲਕਰਨ ਸਿੰਘ, ਹਰਜਿੰਦਰ ਸਿੰਘ, ਸੁਖਮੰਦਰ ਸਿੰਘ, ਅਮਰਜੀਤ ਸਿੰਘ, ਗੁਰਮੇਲ ਸਿੰਘ ਅਤੇ ਹੋਰ ਹਾਜ਼ਰ ਸਨ। [9, 2235, 369, 2289]
brand-name [1266, 9, 1495, 47]
brand-name-end: ਪਹਿਰੇਦਾਰ [1389, 14, 1495, 47]
story-ravidas [6, 835, 373, 1206]
photo-farewell-2 [1327, 1513, 1503, 1679]
story-stray-animals [6, 406, 373, 832]
headline: ਸੁਖਬੀਰ ਬਾਦਲ ਨੇ ਐਸਵਾਈਐਲ ਅਤੇ ਅਮਨ ਕਾਨੂੰਨ ਦੀ ਸਥਿਤੀ ਤੇ ਘੇਰੀ ਮਾਨ ਸਰਕਾਰ, ਮੰਗਿਆ ਮੁੱਖ ਮੰਤਰੀ ਦਾ ਅਸਤੀਫਾ [389, 78, 1120, 124]
story-drugs-meeting [756, 377, 1133, 755]
subheadline: ਕਿਸਾਨ ਆਗੂਆਂ ਅਤੇ ਕਾਰਕੁਨਾਂ ਦੇ ਤਾਂ ਜ਼ਬਰ ਨਿਖੇਧਯੋਗ ਗਿਰਫਤਾਰ ਸਾਥੀ ਰਿਹਾ ਕਰਿਆ, ਪਰਚਾ ਰੱਦ ਕੇਰ: ਆਗੂ [22, 1257, 357, 1288]
story-body-continued: ਸ੍ਰੀ ਮੁਕਤਸਰ ਸਾਹਿਬ/ਮੰਡੀ ਬਰੀਵਾਲਾ, 08 ਫਰਵਰੀ (ਸੁਰਿੰਦਰ ਸਿੰਘ ਚੱਠਾ): ਪੰਜਾਬ ਸਰਕਾਰ ਦੇ ਦਿਸ਼ਾ-ਨਿਰਦੇਸ਼ਾਂ ਅਨੁਸਾਰ ਜ਼ਿਲ੍ਹਾ ਪੁਲਿਸ ਵੱਲੋਂ ਆਮ ਲੋਕਾਂ ਦੀ ਸੁਰੱਖਿਆ ਅਤੇ ਅਮਨ-ਕਾਨੂੰਨ ਦੀ ਸਥਿਤੀ ਨੂੰ ਹੋਰ ਮਜ਼ਬੂਤ ਕਰਨ ਲਈ ਪੀ.ਸੀ.ਆਰ. ਮੋਟਰਸਾਈਕਲਾਂ ਵਿੱਚ ਵਾਧਾ ਕੀਤਾ ਗਿਆ ਹੈ। ਐਸ.ਐਸ.ਪੀ. ਨੇ ਕਿਹਾ ਕਿ ਪੁਲਿਸ 24 ਘੰਟੇ ਲੋਕਾਂ ਦੀ ਸੇਵਾ ਲਈ ਤਿਆਰ ਹੈ ਅਤੇ ਕਿਸੇ ਵੀ ਐਮਰਜੈਂਸੀ ਵਿੱਚ 112 ਨੰਬਰ ਤੇ ਸੰਪਰਕ ਕੀਤਾ ਜਾ ਸਕਦਾ ਹੈ। ਸ਼ਹਿਰ ਦੇ ਵੱਖ-ਵੱਖ ਇਲਾਕਿਆਂ ਵਿੱਚ ਗਸ਼ਤ ਵਧਾਈ ਗਈ ਹੈ ਤਾਂ ਜੋ ਅਪਰਾਧਿਕ ਘਟਨਾਵਾਂ ਤੇ ਕਾਬੂ ਪਾਇਆ ਜਾ ਸਕੇ। [381, 1479, 745, 1561]
subheadline: ਪਹਿਲੇ, ਦੂਜੇ ਤੇ ਤੀਜੇ ਸਥਾਨ 'ਤੇ ਆਉਣ ਵਾਲੇ ਵਿਦਿਆਰਥੀਆਂ ਦਾ ਕੀਤਾ ਜਾਵੇਗਾ ਸਨਮਾਨਿਤ [1158, 121, 1488, 158]
story-fatehgarh [6, 55, 373, 402]
story-body: ਫ਼ਤਿਹਗੜ੍ਹ ਸਾਹਿਬ, 7 ਫਰਵਰੀ (ਰਾਜਿੰਦਰ ਸਿੰਘ ਭੱਟ): ਪੰਜਾਬ ਸਰਕਾਰ ਅਤੇ ਸਿੱਖਿਆ ਵਿਭਾਗ ਦੇ ਦਿਸ਼ਾ-ਨਿਰਦੇਸ਼ਾਂ ਅਨੁਸਾਰ ਅੱਜ ਜ਼ਿਲ੍ਹਾ ਫ਼ਤਿਹਗੜ੍ਹ ਸਾਹਿਬ ਦੇ ਸਮੂਹ ਸਰਕਾਰੀ ਸਕੂਲਾਂ ਵਿੱਚ 'ਪ੍ਰੀਖਿਆ ਦੀ ਤਿਆਰੀ-ਸਾਂਝੀ ਜ਼ਿੰਮੇਵਾਰੀ' ਮੁਹਿੰਮ ਤਹਿਤ ਵਿਸ਼ਾਲ ਮਾਪੇ ਵਰਕਸ਼ਾਪਾਂ ਕਰਵਾਈਆਂ ਗਈਆਂ। ਵਰਕਸ਼ਾਪ ਵਿੱਚ ਵਿਦਿਆਰਥੀਆਂ ਦੇ ਮਾਪਿਆਂ ਨੇ ਵੱਡੀ ਗਿਣਤੀ ਵਿੱਚ ਸ਼ਮੂਲੀਅਤ ਕੀਤੀ ਅਤੇ ਬੱਚਿਆਂ ਦੀ ਪੜ੍ਹਾਈ ਸੰਬੰਧੀ ਵਿਚਾਰ ਸਾਂਝੇ ਕੀਤੇ। ਅਧਿਆਪਕਾਂ ਨੇ ਦੱਸਿਆ ਕਿ ਪ੍ਰੀਖਿਆਵਾਂ ਦੀ ਤਿਆਰੀ ਸਿਰਫ਼ ਸਕੂਲ ਦੀ ਜ਼ਿੰਮੇਵਾਰੀ ਨਹੀਂ ਸਗੋਂ ਮਾਪਿਆਂ ਦੀ ਸਾਂਝੀ ਜ਼ਿੰਮੇਵਾਰੀ ਹੈ। [9, 289, 369, 371]
story-tribune-chowk [1139, 658, 1506, 1032]
photo-drugs-meeting-1 [760, 440, 941, 590]
photo-workshop-group [9, 158, 191, 284]
story-nigam [756, 1245, 1133, 2116]
photo-school-workshop-1 [760, 847, 941, 997]
headline: ਬੀ.ਐਸ.ਐਫ ਖੜਕਾਂ ਕੈਂਪ ਵਿਖੇ ਸ਼ਾਨਦਾਰ ਪਾਸਿੰਗ ਆਊਟ ਪਰੇਡ ਦਾ ਆਯੋਜਨ [578, 2127, 1307, 2159]
headline: ਕਈ ਸਾਲਾਂ ਦੀ ਉਡੀਕ ਮਗਰੋਂ 250 ਕਰੋੜ ਰੁਪਏ ਨਾਲ ਬਨਣ ਵਾਲੇ ਟ੍ਰਿਬਿਊਨ ਚੌਕ 'ਤੇ ਫਲਾਈਓਵਰ ਨੂੰ ਮਿਲੀ ਮਨਜ਼ੂਰੀ.. [1148, 661, 1498, 698]
headline: ਸ੍ਰੀ ਮੁਕਤਸਰ ਸਾਹਿਬ ਪੁਲਿਸ - ਜਨਤਾ ਦੀ ਸੁਰੱਖਿਆ ਲਈ ਹਮੇਸ਼ਾਂ ਤੱਤਪਰ [387, 937, 740, 973]
story-body: ਸਰਦੂਲਗੜ੍ਹ 8 ਫਰਵਰੀ (ਬਲਜੀਤ ਸਿੰਘ): ਭਾਰਤੀ ਕਿਸਾਨ ਯੂਨੀਅਨ ਏਕਤਾ ਉਗਰਾਹਾਂ ਦੇ ਆਗੂਆਂ ਨੇ ਜਾਣਕਾਰੀ ਦਿੰਦਿਆਂ ਦੱਸਿਆ ਕਿ ਕਿਸਾਨਾਂ ਦੀਆਂ ਲਟਕਦੀਆਂ ਮੰਗਾਂ ਨੂੰ ਲੈ ਕੇ ਅੱਜ ਐਸ.ਡੀ.ਐਮ. ਦਫ਼ਤਰ ਅੱਗੇ ਧਰਨਾ ਲਗਾਇਆ ਜਾਵੇਗਾ। ਉਨ੍ਹਾਂ ਕਿਹਾ ਕਿ 2023 ਵਿੱਚ ਆਏ ਹੜ੍ਹਾਂ ਦਾ ਮੁਆਵਜ਼ਾ ਅਜੇ ਤੱਕ ਕਿਸਾਨਾਂ ਨੂੰ ਨਹੀਂ ਮਿਲਿਆ ਅਤੇ ਨਾ ਹੀ ਪ੍ਰਸ਼ਾਸਨ ਵੱਲੋਂ ਕੋਈ ਠੋਸ ਕਦਮ ਚੁੱਕਿਆ ਗਿਆ ਹੈ। [1142, 1100, 1384, 1182]
brand-tagline: ਪੰਜਾਬ ਦਾ ਅਖ਼ਬਾਰ [1440, 2, 1495, 10]
photo-police-motorcycles [381, 1036, 745, 1226]
photo-bku-leader [1390, 1099, 1503, 1218]
story-bsf-parade [378, 2120, 1506, 2388]
story-body-continued: ਸਰਦੂਲਗੜ੍ਹ 8 ਫਰਵਰੀ (ਬਲਜੀਤ ਸਿੰਘ): ਭਾਰਤੀ ਕਿਸਾਨ ਯੂਨੀਅਨ ਏਕਤਾ ਉਗਰਾਹਾਂ ਦੇ ਆਗੂਆਂ ਨੇ ਜਾਣਕਾਰੀ ਦਿੰਦਿਆਂ ਦੱਸਿਆ ਕਿ ਕਿਸਾਨਾਂ ਦੀਆਂ ਲਟਕਦੀਆਂ ਮੰਗਾਂ ਨੂੰ ਲੈ ਕੇ ਅੱਜ ਐਸ.ਡੀ.ਐਮ. ਦਫ਼ਤਰ ਅੱਗੇ ਧਰਨਾ ਲਗਾਇਆ ਜਾਵੇਗਾ। ਉਨ੍ਹਾਂ ਕਿਹਾ ਕਿ 2023 ਵਿੱਚ ਆਏ ਹੜ੍ਹਾਂ ਦਾ ਮੁਆਵਜ਼ਾ ਅਜੇ ਤੱਕ ਕਿਸਾਨਾਂ ਨੂੰ ਨਹੀਂ ਮਿਲਿਆ ਅਤੇ ਨਾ ਹੀ ਪ੍ਰਸ਼ਾਸਨ ਵੱਲੋਂ ਕੋਈ ਠੋਸ ਕਦਮ ਚੁੱਕਿਆ ਗਿਆ ਹੈ। [1142, 1223, 1503, 1277]
story-strike-meeting [6, 1210, 373, 2384]
story-sukhbir-badal [377, 71, 1133, 370]
brand-name-mid: ਦਾ [1361, 20, 1379, 41]
photo-strike-meeting [9, 1475, 369, 1640]
story-body-continued: ਹੁਸ਼ਿਆਰਪੁਰ, 7 ਫਰਵਰੀ (ਗੁਰਵਿੰਦਰ ਸਿੰਘ): ਪੰਜਾਬ ਦੇ ਰਾਜਪਾਲ ਅਤੇ ਯੂ.ਟੀ. ਚੰਡੀਗੜ੍ਹ ਦੇ ਪ੍ਰਸ਼ਾਸਕ ਸ੍ਰੀ ਗੁਲਾਬ ਚੰਦ ਕਟਾਰੀਆ ਨੇ ਅੱਜ ਬੀ.ਐਸ.ਐਫ ਸਹਾਇਕ ਸਿਖਲਾਈ ਕੇਂਦਰ ਖੜਕਾਂ ਵਿਖੇ ਬੈਚ ਨੰਬਰ 275 ਅਤੇ 276 ਦੇ ਨਵੇਂ ਭਰਤੀ ਹੋਏ ਕਾਂਸਟੇਬਲਾਂ ਦੀ ਪਾਸਿੰਗ ਆਊਟ ਪਰੇਡ ਦਾ ਨਿਰੀਖਣ ਕੀਤਾ। ਰਾਜਪਾਲ ਨੇ ਨਵੇਂ ਜਵਾਨਾਂ ਨੂੰ ਵਧਾਈ ਦਿੰਦਿਆਂ ਕਿਹਾ ਕਿ ਦੇਸ਼ ਦੀਆਂ ਸਰਹੱਦਾਂ ਦੀ ਰਾਖੀ ਕਰਨਾ ਸਭ ਤੋਂ ਵੱਡਾ ਮਾਣ ਹੈ। ਉਨ੍ਹਾਂ ਕਿਹਾ ਕਿ ਨਸ਼ਿਆਂ ਨੂੰ ਖਤਮ ਕਰਨ ਲਈ ਇਸ ਨੂੰ ਜਨ ਅੰਦੋਲਨ ਬਣਾਉਣਾ ਸਮੇਂ ਦੀ ਲੋੜ ਹੈ ਅਤੇ ਨੌਜਵਾਨਾਂ ਨੂੰ ਇਸ ਮੁਹਿੰਮ ਵਿੱਚ ਅੱਗੇ ਆਉਣਾ ਚਾਹੀਦਾ ਹੈ। ਪਰੇਡ ਦੌਰਾਨ ਜਵਾਨਾਂ ਨੇ ਸ਼ਾਨਦਾਰ ਪ੍ਰਦਰਸ਼ਨ ਕੀਤਾ ਅਤੇ ਸਿਖਲਾਈ ਦੌਰਾਨ ਵਧੀਆ ਪ੍ਰਦਰਸ਼ਨ ਕਰਨ ਵਾਲੇ ਜਵਾਨਾਂ ਨੂੰ ਸਨਮਾਨਿਤ ਕੀਤਾ ਗਿਆ। [1146, 2198, 1502, 2294]
headline: ਫ਼ਤਿਹਗੜ੍ਹ ਸਾਹਿਬ ਦੇ ਸਰਕਾਰੀ ਸਕੂਲਾਂ ਵਿੱਚ 'ਪ੍ਰੀਖਿਆ ਦੀ ਤਿਆਰੀ-ਸਾਂਝੀ ਜ਼ਿੰਮੇਵਾਰੀ' ਤਹਿਤ ਵਿਸ਼ਾਲ ਮਾਪੇ ਵਰਕਸ਼ਾਪ ਦਾ ਆਯੋਜਨ [24, 58, 355, 113]
story-body: ਲੁਧਿਆਣਾ (ਹੁਸਨ ਲਾਲ): ਪੰਜਾਬ ਕਿਸਾਨ ਸੁਧਿਆਣਾ ਵਾਲਮੀਕ ਸਮਾਜ ਦੇ ਆਗੂ ਚੌਧਰੀ ਯਸ਼ਪਾਲ ਨੇ ਕਿਹਾ ਕਿ ਨਗਰ ਨਿਗਮ ਪ੍ਰਸ਼ਾਸਨ ਵੱਲੋਂ ਸ਼ਹਿਰ ਦੀ ਸਫਾਈ ਅਤੇ ਕੂੜੇ ਦਾ ਕੰਮ ਪ੍ਰਾਈਵੇਟ ਕੰਪਨੀ ਨੂੰ ਦੇਣ ਨਾਲ ਵਾਲਮੀਕ ਸਮਾਜ ਦੇ ਹਜ਼ਾਰਾਂ ਲੋਕਾਂ ਦਾ ਰੁਜ਼ਗਾਰ ਖੋਹਿਆ ਜਾ ਰਿਹਾ ਹੈ। ਉਨ੍ਹਾਂ ਕਿਹਾ ਕਿ ਸਰਕਾਰ ਇਹ ਫੈਸਲਾ ਤੁਰੰਤ ਵਾਪਸ ਲਵੇ ਨਹੀਂ ਤਾਂ ਸਮਾਜ ਵੱਲੋਂ ਸੰਘਰਸ਼ ਤਿੱਖਾ ਕੀਤਾ ਜਾਵੇਗਾ। [884, 1317, 1130, 1399]
photo-medical-camp-2 [566, 618, 745, 815]
photo-farewell-1 [1142, 1513, 1322, 1679]
